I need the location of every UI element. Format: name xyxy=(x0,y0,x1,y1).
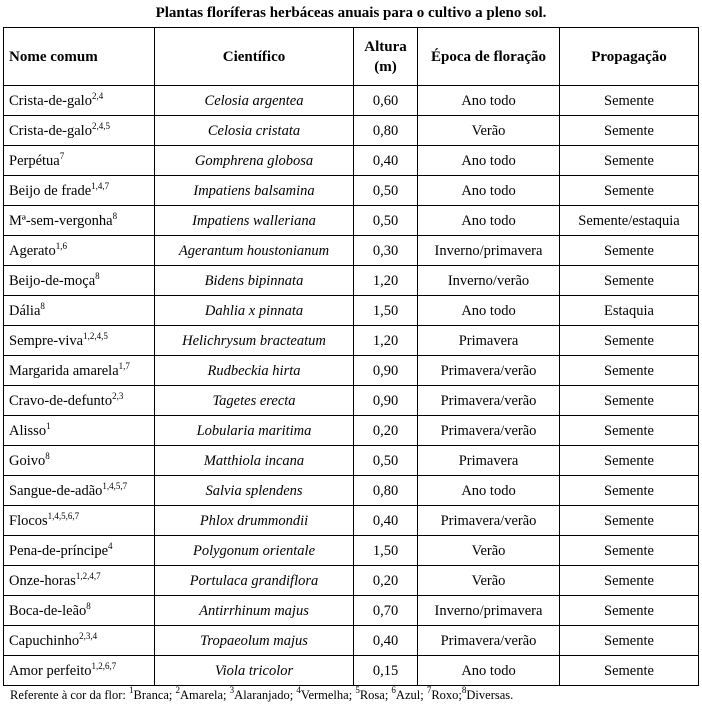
color-footnote-ref: 8 xyxy=(112,210,118,221)
cell-cientifico: Antirrhinum majus xyxy=(155,596,354,626)
cell-nome-comum xyxy=(4,146,155,176)
cell-cientifico: Viola tricolor xyxy=(155,656,354,686)
table-row xyxy=(4,146,699,176)
cell-altura: 0,80 xyxy=(354,116,418,146)
color-footnote-ref: 1,2,4,5 xyxy=(83,330,108,341)
common-name-text: Mª-sem-vergonha xyxy=(9,212,113,229)
common-name-text: Crista-de-galo xyxy=(9,92,92,109)
cell-nome-comum xyxy=(4,596,155,626)
table-row xyxy=(4,596,699,626)
common-name-text: Flocos xyxy=(9,512,48,529)
cell-altura: 0,70 xyxy=(354,596,418,626)
header-altura-unit: (m) xyxy=(374,58,397,75)
header-nome-comum: Nome comum xyxy=(4,28,155,86)
cell-epoca: Verão xyxy=(418,566,560,596)
cell-propagacao: Semente xyxy=(560,536,699,566)
cell-propagacao: Semente xyxy=(560,116,699,146)
footnote-color-label: Branca; xyxy=(133,688,176,702)
header-cientifico: Científico xyxy=(155,28,354,86)
common-name-text: Crista-de-galo xyxy=(9,122,92,139)
cell-nome-comum xyxy=(4,326,155,356)
cell-cientifico: Gomphrena globosa xyxy=(155,146,354,176)
cell-propagacao: Semente xyxy=(560,446,699,476)
table-row xyxy=(4,326,699,356)
footnote-color-label: Rosa; xyxy=(359,688,392,702)
cell-cientifico: Tagetes erecta xyxy=(155,386,354,416)
color-footnote-ref: 1,7 xyxy=(118,360,130,371)
cell-cientifico: Impatiens walleriana xyxy=(155,206,354,236)
table-row xyxy=(4,536,699,566)
cell-nome-comum xyxy=(4,206,155,236)
header-epoca: Época de floração xyxy=(418,28,560,86)
cell-altura: 1,20 xyxy=(354,266,418,296)
table-header-row xyxy=(4,28,699,86)
footnote-number: 7 xyxy=(426,685,432,695)
cell-cientifico: Impatiens balsamina xyxy=(155,176,354,206)
cell-cientifico: Agerantum houstonianum xyxy=(155,236,354,266)
cell-nome-comum xyxy=(4,506,155,536)
footnote-number: 3 xyxy=(229,685,235,695)
color-footnote-ref: 2,4 xyxy=(91,90,104,101)
cell-altura: 0,20 xyxy=(354,416,418,446)
footnote-color-label: Diversas. xyxy=(466,688,514,702)
cell-propagacao: Semente xyxy=(560,146,699,176)
table-row xyxy=(4,656,699,686)
footnote-color-label: Alaranjado; xyxy=(234,688,297,702)
common-name-text: Beijo de frade xyxy=(9,182,92,199)
color-footnote-ref: 1,4,5,6,7 xyxy=(47,510,80,521)
color-footnote-ref: 8 xyxy=(40,300,45,311)
cell-altura: 1,20 xyxy=(354,326,418,356)
cell-propagacao: Semente xyxy=(560,476,699,506)
cell-propagacao: Semente xyxy=(560,326,699,356)
cell-epoca: Ano todo xyxy=(418,476,560,506)
common-name-text: Amor perfeito xyxy=(9,662,92,679)
footnote-number: 2 xyxy=(175,685,181,695)
table-row xyxy=(4,506,699,536)
common-name-text: Alisso xyxy=(9,422,47,439)
cell-propagacao: Semente xyxy=(560,596,699,626)
cell-nome-comum xyxy=(4,356,155,386)
cell-cientifico: Bidens bipinnata xyxy=(155,266,354,296)
cell-epoca: Ano todo xyxy=(418,146,560,176)
cell-epoca: Inverno/verão xyxy=(418,266,560,296)
footnote-color-label: Roxo; xyxy=(431,688,462,702)
cell-nome-comum xyxy=(4,296,155,326)
cell-nome-comum xyxy=(4,386,155,416)
cell-propagacao: Semente xyxy=(560,386,699,416)
cell-cientifico: Celosia cristata xyxy=(155,116,354,146)
cell-epoca: Primavera xyxy=(418,326,560,356)
cell-cientifico: Lobularia maritima xyxy=(155,416,354,446)
cell-propagacao: Semente xyxy=(560,626,699,656)
cell-altura: 0,20 xyxy=(354,566,418,596)
cell-altura: 0,40 xyxy=(354,626,418,656)
table-row xyxy=(4,566,699,596)
color-footnote-ref: 1,4,7 xyxy=(91,180,110,191)
plants-table xyxy=(3,27,699,686)
cell-epoca: Ano todo xyxy=(418,206,560,236)
cell-epoca: Inverno/primavera xyxy=(418,596,560,626)
cell-epoca: Ano todo xyxy=(418,296,560,326)
cell-altura: 0,40 xyxy=(354,506,418,536)
common-name-text: Perpétua xyxy=(9,152,60,169)
cell-propagacao: Semente xyxy=(560,656,699,686)
cell-cientifico: Portulaca grandiflora xyxy=(155,566,354,596)
cell-propagacao: Semente xyxy=(560,356,699,386)
cell-cientifico: Helichrysum bracteatum xyxy=(155,326,354,356)
cell-altura: 0,80 xyxy=(354,476,418,506)
cell-altura: 0,15 xyxy=(354,656,418,686)
footnote-number: 4 xyxy=(296,685,301,695)
cell-altura: 0,50 xyxy=(354,446,418,476)
cell-propagacao: Semente xyxy=(560,416,699,446)
cell-epoca: Verão xyxy=(418,116,560,146)
cell-propagacao: Semente xyxy=(560,266,699,296)
common-name-text: Capuchinho xyxy=(9,632,80,649)
color-footnote-ref: 1,2,6,7 xyxy=(91,660,117,671)
cell-epoca: Primavera/verão xyxy=(418,506,560,536)
cell-altura: 0,50 xyxy=(354,176,418,206)
table-row xyxy=(4,176,699,206)
footnote xyxy=(10,685,514,702)
cell-nome-comum xyxy=(4,566,155,596)
color-footnote-ref: 2,4,5 xyxy=(91,120,110,131)
common-name-text: Margarida amarela xyxy=(9,362,119,379)
table-row xyxy=(4,116,699,146)
cell-altura: 1,50 xyxy=(354,296,418,326)
common-name-text: Onze-horas xyxy=(9,572,76,589)
common-name-text: Boca-de-leão xyxy=(9,602,87,619)
table-row xyxy=(4,356,699,386)
cell-nome-comum xyxy=(4,416,155,446)
color-footnote-ref: 4 xyxy=(108,540,113,551)
cell-epoca: Primavera/verão xyxy=(418,416,560,446)
color-footnote-ref: 7 xyxy=(59,150,65,161)
table-row xyxy=(4,296,699,326)
cell-epoca: Ano todo xyxy=(418,176,560,206)
common-name-text: Goivo xyxy=(9,452,46,469)
footnote-items xyxy=(129,685,514,702)
table-row xyxy=(4,266,699,296)
cell-propagacao: Semente xyxy=(560,86,699,116)
cell-cientifico: Celosia argentea xyxy=(155,86,354,116)
cell-propagacao: Semente xyxy=(560,566,699,596)
common-name-text: Agerato xyxy=(9,242,56,259)
cell-propagacao: Estaquia xyxy=(560,296,699,326)
color-footnote-ref: 1 xyxy=(46,420,51,431)
color-footnote-ref: 1,2,4,7 xyxy=(75,570,101,581)
cell-cientifico: Salvia splendens xyxy=(155,476,354,506)
table-row xyxy=(4,386,699,416)
footnote-number: 8 xyxy=(461,685,467,695)
cell-nome-comum xyxy=(4,116,155,146)
cell-altura: 0,30 xyxy=(354,236,418,266)
cell-propagacao: Semente xyxy=(560,506,699,536)
cell-epoca: Primavera/verão xyxy=(418,626,560,656)
header-propagacao: Propagação xyxy=(560,28,699,86)
common-name-text: Sangue-de-adão xyxy=(9,482,103,499)
color-footnote-ref: 8 xyxy=(86,600,91,611)
color-footnote-ref: 1,4,5,7 xyxy=(102,480,128,491)
footnote-lead: Referente à cor da flor: xyxy=(10,688,130,702)
cell-altura: 1,50 xyxy=(354,536,418,566)
header-altura-label: Altura xyxy=(364,38,407,55)
footnote-number: 5 xyxy=(355,685,360,695)
table-row xyxy=(4,416,699,446)
cell-cientifico: Phlox drummondii xyxy=(155,506,354,536)
table-body xyxy=(4,86,699,686)
color-footnote-ref: 8 xyxy=(45,450,50,461)
cell-nome-comum xyxy=(4,626,155,656)
footnote-color-label: Azul; xyxy=(395,688,427,702)
cell-epoca: Ano todo xyxy=(418,86,560,116)
cell-epoca: Primavera/verão xyxy=(418,386,560,416)
cell-altura: 0,40 xyxy=(354,146,418,176)
cell-propagacao: Semente xyxy=(560,176,699,206)
cell-altura: 0,60 xyxy=(354,86,418,116)
cell-nome-comum xyxy=(4,266,155,296)
footnote-number: 1 xyxy=(129,685,134,695)
cell-cientifico: Dahlia x pinnata xyxy=(155,296,354,326)
table-row xyxy=(4,236,699,266)
common-name-text: Sempre-viva xyxy=(9,332,84,349)
cell-epoca: Inverno/primavera xyxy=(418,236,560,266)
table-row xyxy=(4,86,699,116)
cell-epoca: Primavera xyxy=(418,446,560,476)
table-row xyxy=(4,206,699,236)
color-footnote-ref: 2,3,4 xyxy=(79,630,98,641)
cell-nome-comum xyxy=(4,236,155,266)
cell-epoca: Ano todo xyxy=(418,656,560,686)
common-name-text: Beijo-de-moça xyxy=(9,272,96,289)
cell-epoca: Verão xyxy=(418,536,560,566)
cell-nome-comum xyxy=(4,446,155,476)
header-altura xyxy=(354,28,418,86)
cell-propagacao: Semente xyxy=(560,236,699,266)
cell-altura: 0,50 xyxy=(354,206,418,236)
common-name-text: Dália xyxy=(9,302,41,319)
cell-cientifico: Polygonum orientale xyxy=(155,536,354,566)
cell-nome-comum xyxy=(4,176,155,206)
cell-nome-comum xyxy=(4,86,155,116)
cell-nome-comum xyxy=(4,476,155,506)
cell-altura: 0,90 xyxy=(354,386,418,416)
cell-cientifico: Rudbeckia hirta xyxy=(155,356,354,386)
cell-epoca: Primavera/verão xyxy=(418,356,560,386)
cell-cientifico: Matthiola incana xyxy=(155,446,354,476)
footnote-color-label: Amarela; xyxy=(180,688,230,702)
table-row xyxy=(4,476,699,506)
cell-altura: 0,90 xyxy=(354,356,418,386)
table-row xyxy=(4,626,699,656)
cell-nome-comum xyxy=(4,536,155,566)
cell-nome-comum xyxy=(4,656,155,686)
color-footnote-ref: 2,3 xyxy=(112,390,124,401)
common-name-text: Cravo-de-defunto xyxy=(9,392,113,409)
cell-propagacao: Semente/estaquia xyxy=(560,206,699,236)
table-title: Plantas floríferas herbáceas anuais para o cultivo a pleno sol. xyxy=(155,5,547,21)
cell-cientifico: Tropaeolum majus xyxy=(155,626,354,656)
footnote-number: 6 xyxy=(391,685,396,695)
table-row xyxy=(4,446,699,476)
common-name-text: Pena-de-príncipe xyxy=(9,542,109,559)
footnote-color-label: Vermelha; xyxy=(300,688,356,702)
color-footnote-ref: 1,6 xyxy=(55,240,67,251)
color-footnote-ref: 8 xyxy=(95,270,100,281)
